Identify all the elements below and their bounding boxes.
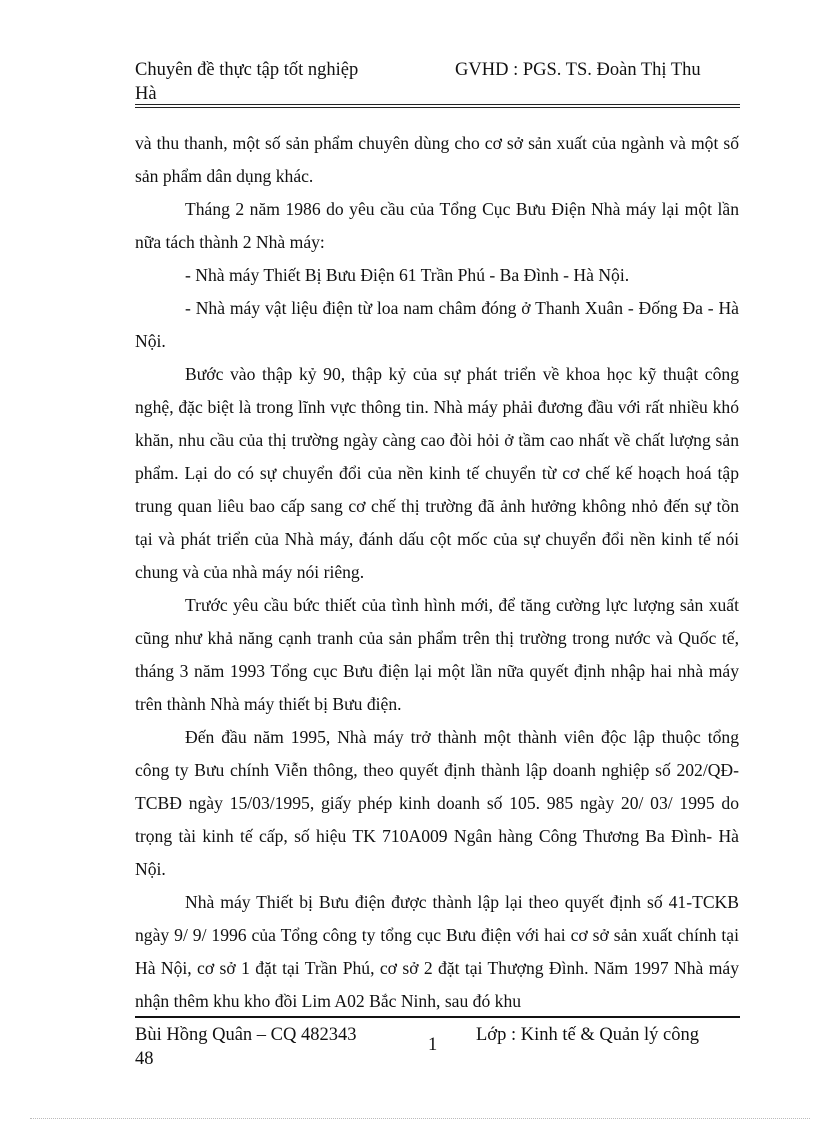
paragraph: Bước vào thập kỷ 90, thập kỷ của sự phát triển về khoa học kỹ thuật công nghệ, đặc biệt là trong lĩnh vực thông tin. Nhà máy phải đương đầu với rất nhiều khó khăn, nhu cầu của thị trường ngày càng cao đòi hỏi ở tầm cao nhất về chất lượng sản phẩm. Lại do có sự chuyển đổi của nền kinh tế chuyển từ cơ chế kế hoạch hoá tập trung quan liêu bao cấp sang cơ chế thị trường đã ảnh hưởng không nhỏ đến sự tồn tại và phát triển của Nhà máy, đánh dấu cột mốc của sự chuyển đổi nền kinh tế nói chung và của nhà máy nói riêng. [135,364,739,582]
footer-rule [135,1016,740,1018]
header-supervisor: GVHD : PGS. TS. Đoàn Thị Thu [455,60,701,80]
header-title-wrap: Hà [135,84,157,104]
header-title: Chuyên đề thực tập tốt nghiệp [135,60,359,80]
footer-author-wrap: 48 [135,1049,154,1069]
paragraph: Nhà máy Thiết bị Bưu điện được thành lập lại theo quyết định số 41-TCKB ngày 9/ 9/ 1996 của Tổng công ty tổng cục Bưu điện với hai cơ sở sản xuất chính tại Hà Nội, cơ sở 1 đặt tại Trần Phú, cơ sở 2 đặt tại Thượng Đình. Năm 1997 Nhà máy nhận thêm khu kho đồi Lim A02 Bắc Ninh, sau đó khu [135,892,739,1011]
paragraph: Trước yêu cầu bức thiết của tình hình mới, để tăng cường lực lượng sản xuất cũng như khả năng cạnh tranh của sản phẩm trên thị trường trong nước và Quốc tế, tháng 3 năm 1993 Tổng cục Bưu điện lại một lần nữa quyết định nhập hai nhà máy trên thành Nhà máy thiết bị Bưu điện. [135,595,739,714]
page-number: 1 [428,1035,438,1055]
paragraph: Tháng 2 năm 1986 do yêu cầu của Tổng Cục Bưu Điện Nhà máy lại một lần nữa tách thành 2 Nhà máy: [135,199,739,252]
header-left [135,58,435,106]
body-text [135,127,739,1018]
paragraph: và thu thanh, một số sản phẩm chuyên dùng cho cơ sở sản xuất của ngành và một số sản phẩm dân dụng khác. [135,133,739,186]
paragraph: - Nhà máy vật liệu điện từ loa nam châm đóng ở Thanh Xuân - Đống Đa - Hà Nội. [135,298,739,351]
paragraph: - Nhà máy Thiết Bị Bưu Điện 61 Trần Phú - Ba Đình - Hà Nội. [185,265,630,285]
page-bottom-border [30,1118,810,1119]
footer-class: Lớp : Kinh tế & Quản lý công [476,1025,700,1045]
header-rule-top [135,104,740,105]
footer-author: Bùi Hồng Quân – CQ 482343 [135,1025,357,1045]
footer-left [135,1023,438,1071]
paragraph: Đến đầu năm 1995, Nhà máy trở thành một thành viên độc lập thuộc tổng công ty Bưu chính Viễn thông, theo quyết định thành lập doanh nghiệp số 202/QĐ- TCBĐ ngày 15/03/1995, giấy phép kinh doanh số 105. 985 ngày 20/ 03/ 1995 do trọng tài kinh tế cấp, số hiệu TK 710A009 Ngân hàng Công Thương Ba Đình- Hà Nội. [135,727,739,879]
header-rule-bottom [135,107,740,108]
